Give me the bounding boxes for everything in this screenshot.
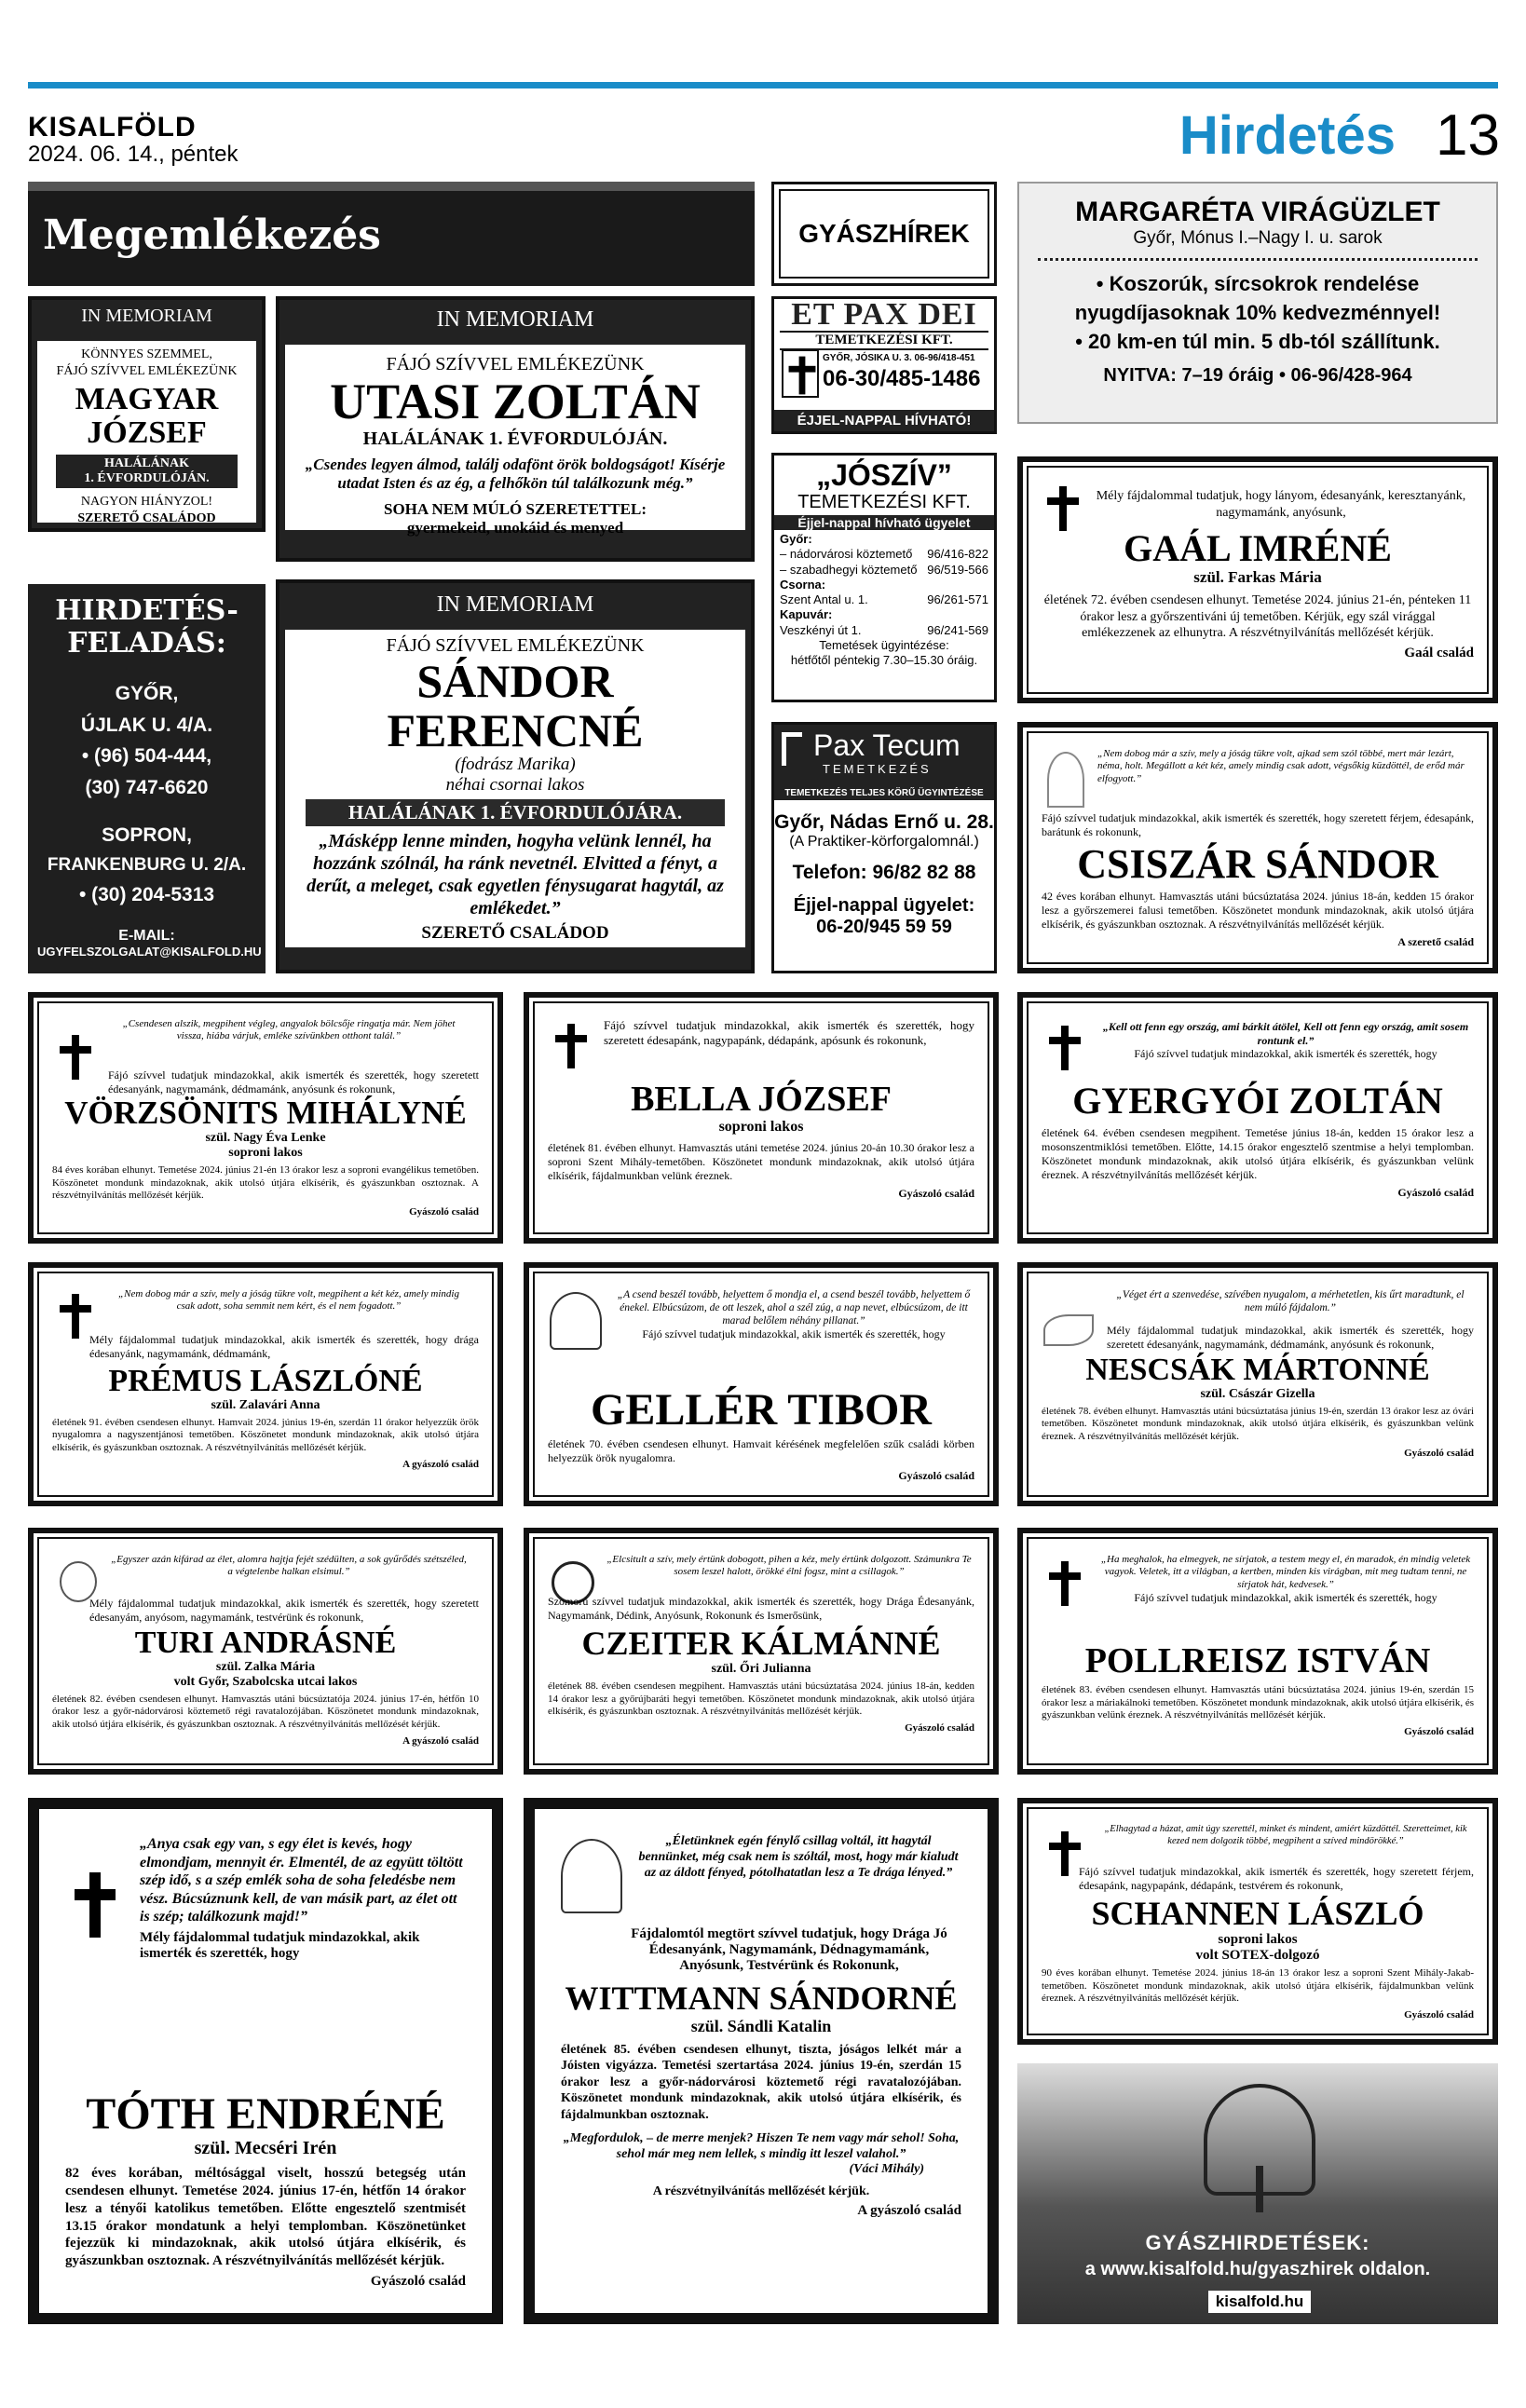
obit-quote: „Nem dobog már a szív, mely a jóság tükre volt, ajkad sem szól többé, mert már lezárt, néma, holt. Megállott a két kéz, amely mindig csak adott, végsőkig küzdöttél, de erőd már elfogyott.” [1097, 748, 1465, 784]
obit-text: életének 83. évében csendesen elhunyt. Hamvasztás utáni búcsúztatása 2024. június 19-én, szerdán 15 órakor lesz a máriakálnoki temetőben. Köszönetet mondunk mindazoknak, akik utolsó útjára elkísérik, és gyászunkban velünk éreznek. A részvétnyilvánítás mellőzését kérjük. [1042, 1683, 1475, 1721]
ad-phone[interactable]: (30) 747-6620 [85, 776, 209, 798]
etpaxdei-ad [771, 296, 997, 434]
joszív-ad [771, 453, 997, 702]
mem-name: SÁNDOR [416, 655, 614, 707]
joszív-city: Kapuvár: [780, 607, 833, 622]
obituary-vorzsonits-mihalyne [28, 992, 503, 1244]
ad-phone[interactable]: • (96) 504-444, [81, 745, 212, 768]
obit-note: A részvétnyilvánítás mellőzését kérjük. [652, 2184, 870, 2199]
obituary-gyergyoi-zoltan [1017, 992, 1498, 1244]
joszív-note: hétfőtől péntekig 7.30–15.30 óráig. [790, 653, 978, 668]
obituary-nescsak-martonne [1017, 1262, 1498, 1506]
mem-line: SOHA NEM MÚLÓ SZERETETTEL: [384, 499, 647, 518]
ad-line: FRANKENBURG U. 2/A. [47, 854, 247, 875]
obit-poem: „Megfordulok, – de merre menjek? Hiszen Te nem vagy már sehol! Soha, sehol már meg nem lellek, s mindig itt leszel valahol.” [563, 2131, 960, 2162]
obit-signature: Gyászoló család [898, 1186, 974, 1200]
mem-quote: „Csendes legyen álmod, találj odafönt örök boldogságot! Kísérje utadat Isten és az ég, a felhőkön túl találkozunk még.” [305, 455, 726, 492]
joszív-place: Szent Antal u. 1. [780, 592, 868, 607]
obituary-premus-laszlone [28, 1262, 503, 1506]
obit-intro: Fájó szívvel tudatjuk mindazokkal, akik ismerték és szerették, hogy szeretett édesanyánk, nagymamánk, dédmamánk, anyósunk és rokonunk, [108, 1068, 479, 1095]
obit-text: életének 88. évében csendesen megpihent. Hamvasztás utáni búcsúztatása 2024. június 18-án, kedden 14 órakor lesz a győrújbaráti hegyi temetőben. Köszönetet mondunk mindazoknak, akik utolsó útjára elkísérik, és gyászunkban osztoznak. A részvétnyilvánítás mellőzését kérjük. [548, 1680, 974, 1718]
obit-residence: soproni lakos [228, 1145, 303, 1160]
obit-maiden-name: szül. Őri Julianna [711, 1661, 811, 1676]
paxtecum-name: Pax Tecum [813, 728, 961, 762]
paxtecum-phone[interactable]: 06-20/945 59 59 [816, 917, 952, 937]
paper-name: KISALFÖLD [28, 112, 197, 143]
mem-name: UTASI ZOLTÁN [330, 374, 701, 429]
memorial-section-banner [28, 182, 755, 286]
obit-quote: „Nem dobog már a szív, mely a jóság tükre volt, megpihent a két kéz, amely mindig csak adott, soha semmit nem kért, és el nem fogadott.” [118, 1288, 459, 1313]
joszív-phone[interactable]: 96/519-566 [927, 562, 988, 577]
obit-name: CSISZÁR SÁNDOR [1077, 841, 1438, 887]
obituary-schannen-laszlo [1017, 1798, 1498, 2045]
mem-line: gyermekeid, unokáid és menyed [406, 518, 624, 537]
joszív-city: Győr: [780, 532, 812, 547]
obit-signature: Gyászoló család [1397, 1186, 1474, 1199]
joszív-place: – szabadhegyi köztemető [780, 562, 918, 577]
flower-shop-offer: nyugdíjasoknak 10% kedvezménnyel! [1074, 300, 1441, 324]
obit-intro: Mély fájdalommal tudatjuk mindazokkal, akik ismerték és szerették, hogy szeretett édesanyám, anyósom, nagymamánk, testvérünk és rokonunk, [89, 1597, 479, 1624]
obit-residence: soproni lakos [718, 1118, 804, 1135]
mem-line: HALÁLÁNAK 1. ÉVFORDULÓJÁRA. [306, 799, 725, 826]
ad-title: HIRDETÉS- [55, 594, 238, 627]
obit-quote: „Elhagytad a házat, amit úgy szerettél, minket és mindent, amiért küzdöttél. Szeretteimet, kik kezed nem dolgozik többé, megpihent a szíved mindörökké.” [1104, 1824, 1467, 1846]
obituary-csiszar-sandor [1017, 722, 1498, 973]
joszív-phone[interactable]: 96/261-571 [927, 592, 988, 607]
mem-line: néhai csornai lakos [445, 775, 585, 795]
obituaries-label [771, 182, 997, 286]
obit-signature: Gyászoló család [1404, 1447, 1474, 1459]
online-obits-link[interactable]: a www.kisalfold.hu/gyaszhirek oldalon. [1084, 2259, 1431, 2279]
ad-line: ÚJLAK U. 4/A. [80, 714, 213, 736]
cross-icon [1049, 1026, 1081, 1070]
memoriam-utasi-zoltan [276, 296, 755, 562]
obit-quote: „Véget ért a szenvedése, szívében nyugalom, a mérhetetlen, kis űrt maradtunk, el nem múló fájdalom.” [1116, 1289, 1465, 1314]
paxtecum-phone[interactable]: Telefon: 96/82 82 88 [792, 862, 976, 883]
flower-shop-address: Győr, Mónus I.–Nagy I. u. sarok [1133, 228, 1383, 248]
obit-maiden-name: szül. Zalavári Anna [211, 1397, 320, 1412]
joszív-note: Temetések ügyintézése: [819, 637, 949, 652]
mem-name: MAGYAR [75, 382, 219, 416]
cross-icon [789, 357, 816, 395]
flower-shop-offer: • 20 km-en túl min. 5 db-tól szállítunk. [1075, 329, 1440, 353]
obituary-bella-jozsef [524, 992, 999, 1244]
mem-name: FERENCNÉ [387, 703, 644, 756]
obit-name: WITTMANN SÁNDORNÉ [565, 1979, 958, 2017]
mem-head: IN MEMORIAM [436, 592, 594, 617]
ad-line: SOPRON, [102, 824, 192, 847]
obit-name: VÖRZSÖNITS MIHÁLYNÉ [64, 1095, 467, 1131]
cross-icon [1047, 486, 1079, 531]
obit-name: NESCSÁK MÁRTONNÉ [1085, 1353, 1430, 1387]
joszív-phone[interactable]: 96/241-569 [927, 622, 988, 637]
obit-name: CZEITER KÁLMÁNNÉ [581, 1625, 941, 1662]
etpax-phone[interactable]: 06-30/485-1486 [823, 366, 981, 391]
memoriam-magyar-jozsef [28, 296, 266, 532]
obit-text: életének 72. évében csendesen elhunyt. Temetése 2024. június 21-én, pénteken 11 órakor lesz a győrszentiváni új temetőben. Kérjük, egy szál virággal emlékezzenek az elhunytra. A részvétnyilvánítás mellőzését kérjük. [1043, 593, 1472, 640]
joszív-name: „JÓSZÍV” [816, 458, 952, 492]
obituaries-title: GYÁSZHÍREK [798, 219, 970, 248]
obit-signature: Gyászoló család [1404, 1726, 1474, 1738]
obit-quote: „Kell ott fenn egy ország, ami bárkit átölel, Kell ott fenn egy ország, amit sosem rontunk el.” [1102, 1020, 1469, 1047]
tree-icon [550, 1292, 602, 1350]
obit-name: BELLA JÓZSEF [631, 1080, 892, 1119]
obit-signature: A gyászoló család [402, 1735, 479, 1747]
obit-residence: soproni lakos [1218, 1931, 1298, 1947]
flower-shop-offer: • Koszorúk, sírcsokrok rendelése [1096, 272, 1420, 295]
obit-signature: A gyászoló család [402, 1458, 479, 1470]
obituary-geller-tibor [524, 1262, 999, 1506]
online-obits-title: GYÁSZHIRDETÉSEK: [1145, 2231, 1370, 2254]
mem-line: SZERETŐ CSALÁDOD [77, 510, 216, 525]
obit-intro: Fájó szívvel tudatjuk mindazokkal, akik ismerték és szerették, hogy szeretett édesapánk, nagypapánk, dédapánk, apósunk és rokonunk, [604, 1018, 974, 1048]
obit-quote: „Életünknek egén fénylő csillag voltál, itt hagytál bennünket, még csak nem is szóltál, most, hogy már kialudt az az áldott fényed, pótolhatatlan lesz a Te drága lényed.” [638, 1834, 959, 1881]
obit-name: TÓTH ENDRÉNÉ [86, 2089, 445, 2139]
joszív-banner: Éjjel-nappal hívható ügyelet [774, 515, 994, 530]
paxtecum-logo-icon [782, 732, 802, 766]
mem-line: HALÁLÁNAK [103, 456, 189, 471]
page-number: 13 [1436, 103, 1500, 168]
mem-sign: SZERETŐ CSALÁDOD [421, 923, 609, 943]
ad-line: GYŐR, [115, 683, 179, 704]
obit-name: TURI ANDRÁSNÉ [134, 1626, 397, 1660]
cross-icon [1049, 1561, 1081, 1606]
flower-shop-hours: NYITVA: 7–19 óráig • 06-96/428-964 [1103, 365, 1412, 387]
obit-intro: Fájó szívvel tudatjuk mindazokkal, akik ismerték és szerették, hogy [1134, 1591, 1437, 1605]
obit-maiden-name: szül. Császár Gizella [1200, 1386, 1315, 1401]
obit-quote: „Egyszer azán kifárad az élet, alomra hajtja fejét szédülten, a sok gyűrődés szétszéled, a végtelenbe halkan elsimul.” [111, 1554, 467, 1578]
joszív-city: Csorna: [780, 577, 826, 592]
online-obituaries-ad [1017, 2063, 1498, 2324]
obit-intro: Fájó szívvel tudatjuk mindazokkal, akik ismerték és szerették, hogy [642, 1327, 946, 1341]
mem-name: JÓZSEF [87, 415, 207, 450]
obit-text: 84 éves korában elhunyt. Temetése 2024. június 21-én 13 órakor lesz a soproni evangélikus temetőben. Köszönetet mondunk mindazoknak, akik utolsó útjára elkísérik, és gyászunkban osztoznak. A részvétnyilvánítás mellőzését kérjük. [52, 1163, 479, 1202]
mem-head: IN MEMORIAM [81, 306, 212, 326]
top-rule [28, 82, 1498, 88]
cross-icon [75, 1872, 116, 1938]
mem-line: FÁJÓ SZÍVVEL EMLÉKEZÜNK [386, 354, 645, 374]
obit-text: életének 78. évében elhunyt. Hamvasztás utáni búcsúztatása június 19-én, szerdán 13 órakor lesz az óvári temetőben. Köszönetet mondunk mindazoknak, akik utolsó útjára elkísérik, és gyászunkban velünk éreznek. A részvétnyilvánítás mellőzését kérjük. [1042, 1405, 1474, 1443]
obit-text: 82 éves korában, méltósággal viselt, hosszú betegség után csendesen elhunyt. Temetése 2024. június 17-én, hétfőn 14 órakor lesz a tényői katolikus temetőben. Előtte engesztelő szentmisét 13.15 órakor mondatunk a helyi templomban. Köszönetünket fejezzük ki mindazoknak, akik utolsó útjára elkísérik, és gyászunkban osztoznak. A részvétnyilvánítás mellőzését kérjük. [65, 2166, 466, 2269]
paxtecum-note: (A Praktiker-körforgalomnál.) [789, 834, 979, 850]
obit-maiden-name: szül. Mecséri Irén [194, 2138, 337, 2159]
obit-name: POLLREISZ ISTVÁN [1084, 1641, 1431, 1680]
obit-intro: Fájó szívvel tudatjuk mindazokkal, akik ismerték és szerették, hogy [1134, 1047, 1437, 1061]
mem-line: NAGYON HIÁNYZOL! [80, 495, 213, 510]
paxtecum-banner: TEMETKEZÉS TELJES KÖRŰ ÜGYINTÉZÉSE [774, 786, 994, 800]
obit-quote: „Elcsitult a szív, mely értünk dobogott, pihen a kéz, mely értünk dolgozott. Számunkra Te sosem leszel halott, örökké élni fogsz, mint a csillagok.” [606, 1554, 972, 1578]
paxtecum-address: Győr, Nádas Ernő u. 28. [774, 811, 994, 833]
tree-icon [1047, 752, 1084, 808]
tree-icon [561, 1839, 622, 1913]
obit-quote: „Ha meghalok, ha elmegyek, ne sírjatok, a testem megy el, én maradok, én mindig veletek vagyok. Veletek, itt a világban, a kertben, minden kis virágban, mit meg tudtam tenni, ne sírjatok hát, kedvesek.” [1100, 1554, 1471, 1590]
obit-quote: „A csend beszél tovább, helyettem ő mondja el, a csend beszél tovább, helyettem ő énekel. Elbúcsúzom, de ott leszek, ahol a szél zúg, a nap nevet, elbúcsúzom, de itt marad belőlem néhány pillanat.” [617, 1289, 971, 1327]
obit-occupation: volt SOTEX-dolgozó [1195, 1947, 1320, 1963]
obit-text: 90 éves korában elhunyt. Temetése 2024. június 18-án 13 órakor lesz a soproni Szent Mihály-Jakab-temetőben. Köszönetet mondunk mindazoknak, akik utolsó útjára elkísérik, fájdalmunkban velünk éreznek. A részvétnyilvánítás mellőzését kérjük. [1042, 1966, 1474, 2005]
mem-line: 1. ÉVFORDULÓJÁN. [84, 471, 210, 486]
obit-signature: Gyászoló család [905, 1722, 974, 1735]
ad-submission-box [28, 584, 266, 973]
obit-name: GELLÉR TIBOR [591, 1385, 932, 1435]
obit-text: életének 91. évében csendesen elhunyt. Hamvait 2024. június 19-én, szerdán 11 órakor helyezzük örök nyugalomra a nagyszentjánosi temetőben. Köszönetet mondunk mindazoknak, akik utolsó útjára elkísérik, és gyászunkban osztoznak. A részvétnyilvánítás mellőzését kérjük. [52, 1416, 479, 1454]
obit-intro: Fájdalomtól megtört szívvel tudatjuk, hogy Drága Jó Édesanyánk, Nagymamánk, Dédnagymamánk, Anyósunk, Testvérünk és Rokonunk, [631, 1926, 947, 1973]
obit-residence: volt Győr, Szabolcska utcai lakos [173, 1674, 358, 1689]
obit-text: életének 85. évében csendesen elhunyt, tiszta, jóságos lelkét már a Jóisten vigyázza. Temetési szertartása 2024. június 19-én, szerdán 15 órakor lesz a győr-nádorvárosi köztemető régi ravatalozójában. Köszönetet mondunk mindazoknak, akik utolsó útjára elkísérik, és fájdalmunkban osztoznak. [561, 2042, 961, 2122]
paxtecum-ad [771, 722, 997, 973]
obit-quote: „Csendesen alszik, megpihent végleg, angyalok bölcsője ringatja már. Nem jöhet vissza, hiába várjuk, emléke szívünkben otthont talál.” [122, 1018, 456, 1042]
obit-maiden-name: szül. Sándli Katalin [690, 2016, 832, 2035]
mem-line: FÁJÓ SZÍVVEL EMLÉKEZÜNK [386, 635, 645, 656]
mem-line: FÁJÓ SZÍVVEL EMLÉKEZÜNK [56, 363, 238, 378]
etpax-note: ÉJJEL-NAPPAL HÍVHATÓ! [774, 410, 994, 431]
obit-name: GYERGYÓI ZOLTÁN [1072, 1080, 1443, 1122]
obit-name: PRÉMUS LÁSZLÓNÉ [108, 1364, 423, 1398]
section-title: Hirdetés [1179, 105, 1396, 166]
joszív-sub: TEMETKEZÉSI KFT. [797, 492, 971, 513]
ad-title: FELADÁS: [67, 626, 226, 660]
obituary-pollreisz-istvan [1017, 1528, 1498, 1775]
mem-line: KÖNNYES SZEMMEL, [81, 347, 212, 361]
issue-date: 2024. 06. 14., péntek [28, 142, 238, 167]
obituary-toth-endrene [28, 1798, 503, 2324]
obit-signature: Gyászoló család [898, 1469, 974, 1483]
obit-signature: Gyászoló család [370, 2273, 466, 2289]
ad-phone[interactable]: • (30) 204-5313 [78, 884, 215, 906]
obituary-wittmann-sandorne [524, 1798, 999, 2324]
obit-maiden-name: szül. Farkas Mária [1193, 568, 1322, 586]
obit-name: SCHANNEN LÁSZLÓ [1091, 1895, 1424, 1932]
obit-intro: Mély fájdalommal tudatjuk mindazokkal, akik ismerték és szerették, hogy drága édesanyánk, nagymamánk, dédmamánk, [89, 1333, 479, 1360]
obit-text: életének 70. évében csendesen elhunyt. Hamvait kérésének megfelelően szűk családi körben helyezzük örök nyugalomra. [548, 1437, 974, 1465]
obit-signature: Gyászoló család [409, 1206, 479, 1218]
obit-text: életének 82. évében csendesen elhunyt. Hamvasztás utáni búcsúztatója 2024. június 17-én, hétfőn 10 órakor lesz a győr-nádorvárosi köztemető régi ravatalozójában. Köszönetet mondunk mindazoknak, akik utolsó útjára elkísérik, és gyászunkban osztoznak. A részvétnyilvánítás mellőzését kérjük. [52, 1693, 479, 1731]
mem-line: HALÁLÁNAK 1. ÉVFORDULÓJÁN. [362, 428, 668, 449]
flower-shop-name: MARGARÉTA VIRÁGÜZLET [1075, 197, 1440, 227]
obit-maiden-name: szül. Zalka Mária [215, 1659, 316, 1674]
joszív-phone[interactable]: 96/416-822 [927, 547, 988, 562]
site-logo[interactable]: kisalfold.hu [1208, 2291, 1311, 2313]
obit-intro: Mély fájdalommal tudatjuk, hogy lányom, édesanyánk, keresztanyánk, nagymamánk, anyósunk, [1096, 489, 1466, 520]
memorial-section-title: Megemlékezés [43, 211, 381, 259]
obit-poem-author: (Váci Mihály) [849, 2162, 924, 2177]
joszív-place: – nádorvárosi köztemető [780, 547, 913, 562]
joszív-place: Veszkényi út 1. [780, 622, 862, 637]
mem-head: IN MEMORIAM [436, 307, 594, 332]
obit-name: GAÁL IMRÉNÉ [1124, 527, 1392, 569]
cross-icon [555, 1024, 587, 1068]
flower-shop-ad [1017, 182, 1498, 424]
obit-text: életének 64. évében csendesen megpihent. Temetése június 18-án, kedden 15 órakor lesz a mosonszentmiklósi temetőben. Előtte, 14.15 órakor engesztelő szentmise a helyi templomban. Köszönetet mondunk mindazoknak, akik utolsó útjára elkísérik, és gyászunkban velünk éreznek. A részvétnyilvánítás mellőzését kérjük. [1042, 1126, 1474, 1181]
ad-line: E-MAIL: [118, 927, 175, 944]
obit-maiden-name: szül. Nagy Éva Lenke [205, 1130, 326, 1145]
obit-text: életének 81. évében elhunyt. Hamvasztás utáni temetése 2024. június 20-án 10.30 órakor lesz a soproni Szent Mihály-temetőben. Köszönetet mondunk mindazoknak, akik utolsó útjára elkísérik, fájdalmunkban velünk éreznek. [548, 1140, 974, 1182]
memoriam-sandor-ferencne [276, 579, 755, 973]
paxtecum-sub: TEMETKEZÉS [823, 762, 932, 776]
ad-email[interactable]: UGYFELSZOLGALAT@KISALFOLD.HU [37, 944, 262, 959]
mem-quote: „Másképp lenne minden, hogyha velünk lennél, ha hozzánk szólnál, ha ránk nevetnél. Elvitted a fényt, a derűt, a meleget, csak egyetlen fénysugarat hagytál, az emlékedet.” [307, 831, 724, 918]
obit-text: 42 éves korában elhunyt. Hamvasztás utáni búcsúztatása 2024. június 18-án, kedden 15 órakor lesz a győrszemerei falusi temetőben. Köszönetet mondunk mindazoknak, akik utolsó útjára elkísérik, és gyászunkban osztoznak. A részvétnyilvánítás mellőzését kérjük. [1042, 890, 1474, 932]
cross-icon [60, 1294, 91, 1339]
obit-intro: Szomorú szívvel tudatjuk mindazokkal, akik ismerték és szerették, hogy Drága Édesanyánk, Nagymamánk, Dédink, Anyósunk, Rokonunk és Ismerősünk, [548, 1595, 974, 1622]
obit-intro: Fájó szívvel tudatjuk mindazokkal, akik ismerték és szerették, hogy szeretett férjem, édesapánk, barátunk és rokonunk, [1042, 811, 1474, 838]
obit-signature: A gyászoló család [857, 2203, 961, 2219]
obituary-turi-andrasne [28, 1528, 503, 1775]
obit-quote: „Anya csak egy van, s egy élet is kevés, hogy elmondjam, mennyit ér. Elmentél, de az együtt töltött szép idő, s a szép emlék soha de soha feledésbe nem vész. Búcsúznunk kell, de van másik part, az élet ott is szép; találkozunk majd!” [140, 1836, 463, 1925]
obit-intro: Fájó szívvel tudatjuk mindazokkal, akik ismerték és szerették, hogy szeretett férjem, édesapánk, nagypapánk, dédapánk, testvérem és rokonunk, [1079, 1865, 1474, 1892]
etpax-address: GYŐR, JÓSIKA U. 3. 06-96/418-451 [823, 353, 975, 363]
obit-signature: Gyászoló család [1404, 2009, 1474, 2021]
mem-line: (fodrász Marika) [455, 755, 576, 774]
obituary-czeiter-kalmanne [524, 1528, 999, 1775]
obit-intro: Mély fájdalommal tudatjuk mindazokkal, akik ismerték és szerették, hogy [140, 1929, 420, 1961]
obit-signature: Gaál család [1404, 645, 1474, 660]
obituary-gaal-imrene [1017, 456, 1498, 703]
obit-intro: Mély fájdalommal tudatjuk mindazokkal, akik ismerték és szerették, hogy szeretett édesanyánk, nagymamánk, dédmamánk, anyósunk és rokonunk, [1107, 1324, 1474, 1351]
etpax-name: ET PAX DEI [791, 297, 977, 332]
paxtecum-note: Éjjel-nappal ügyelet: [793, 895, 975, 916]
etpax-sub: TEMETKEZÉSI KFT. [780, 331, 988, 350]
obit-signature: A szerető család [1397, 935, 1474, 949]
